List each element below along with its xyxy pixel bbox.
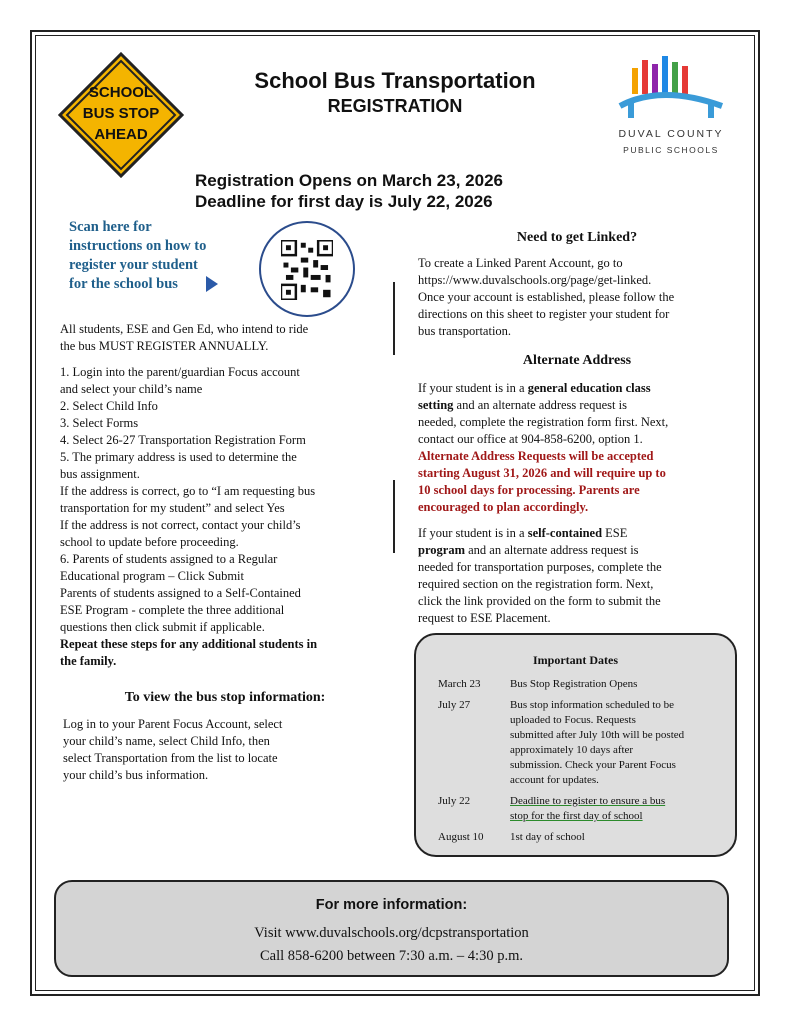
bus-stop-heading: To view the bus stop information: — [124, 690, 326, 705]
alternate-heading: Alternate Address — [522, 353, 632, 368]
registration-steps — [60, 321, 380, 670]
row-text — [510, 794, 735, 824]
alt-warning: starting August 31, 2026 and will require up to — [418, 466, 666, 480]
row-text — [510, 830, 735, 845]
step-line: and select your child’s name — [60, 382, 203, 396]
step-line: Educational program – Click Submit — [60, 569, 244, 583]
step-line: If the address is not correct, contact your child’s — [60, 518, 301, 532]
registration-opens: Registration Opens on March 23, 2026 — [195, 171, 503, 190]
row-text-line: account for updates. — [510, 774, 599, 786]
alt-text: and an alternate address request is — [465, 543, 639, 557]
arrow-right-icon — [206, 276, 218, 292]
sign-line-2: BUS STOP — [82, 105, 160, 122]
step-line: 5. The primary address is used to determine the — [60, 450, 297, 464]
scan-line: for the school bus — [69, 276, 178, 292]
important-dates-box — [414, 633, 737, 857]
logo-text-line-2: PUBLIC SCHOOLS — [623, 145, 719, 155]
alt-bold: self-contained — [527, 526, 603, 540]
row-text-line: Bus stop information scheduled to be — [510, 699, 675, 711]
column-divider — [393, 282, 395, 355]
step-line: 3. Select Forms — [60, 416, 139, 430]
row-date: August 10 — [438, 831, 484, 843]
step-line: school to update before proceeding. — [60, 535, 239, 549]
step-line: 1. Login into the parent/guardian Focus account — [60, 365, 300, 379]
scan-line: instructions on how to — [69, 238, 207, 254]
scan-line: register your student — [69, 257, 198, 273]
bus-stop-text — [63, 716, 363, 784]
more-info-phone: Call 858-6200 between 7:30 a.m. – 4:30 p.m. — [260, 948, 523, 964]
step-line: questions then click submit if applicable. — [60, 620, 265, 634]
school-bus-stop-sign-icon — [58, 52, 184, 178]
logo-text-line-1: DUVAL COUNTY — [618, 128, 724, 140]
alt-text: needed, complete the registration form first. Next, — [418, 415, 669, 429]
alt-bold: general education class — [527, 381, 651, 395]
linked-line: directions on this sheet to register your student for — [418, 307, 670, 321]
alt-bold: setting — [418, 398, 454, 412]
more-info-title: For more information: — [315, 897, 468, 913]
row-date: March 23 — [438, 678, 481, 690]
more-info-website[interactable]: Visit www.duvalschools.org/dcpstransportation — [254, 925, 529, 941]
bus-stop-line: your child’s name, select Child Info, then — [63, 734, 270, 748]
alt-text: If your student is in a — [418, 526, 528, 540]
step-line: ESE Program - complete the three additional — [60, 603, 285, 617]
alt-warning: 10 school days for processing. Parents are — [418, 483, 640, 497]
row-text-line: approximately 10 days after — [510, 744, 634, 756]
row-text-line: 1st day of school — [510, 831, 585, 843]
linked-heading: Need to get Linked? — [516, 230, 638, 245]
alternate-text — [418, 380, 740, 627]
intro-line: the bus MUST REGISTER ANNUALLY. — [60, 339, 269, 353]
linked-url[interactable]: https://www.duvalschools.org/page/get-linked. — [418, 273, 652, 287]
registration-deadline: Deadline for first day is July 22, 2026 — [195, 192, 493, 211]
alt-text: ESE — [602, 526, 628, 540]
step-line: 2. Select Child Info — [60, 399, 158, 413]
alt-text: needed for transportation purposes, complete the — [418, 560, 662, 574]
row-text-line: stop for the first day of school — [510, 810, 643, 822]
alt-text: and an alternate address request is — [453, 398, 627, 412]
alt-warning: encouraged to plan accordingly. — [418, 500, 589, 514]
page-subtitle: REGISTRATION — [327, 96, 463, 116]
repeat-note: the family. — [60, 654, 117, 668]
row-date: July 27 — [438, 699, 471, 711]
row-text-line: submitted after July 10th will be posted — [510, 729, 685, 741]
scan-line: Scan here for — [69, 219, 152, 235]
row-text — [510, 677, 735, 692]
important-dates-title: Important Dates — [533, 653, 618, 667]
intro-line: All students, ESE and Gen Ed, who intend to ride — [60, 322, 309, 336]
alt-warning: Alternate Address Requests will be accepted — [418, 449, 654, 463]
alt-text: required section on the registration form. Next, — [418, 577, 654, 591]
row-text-line: Deadline to register to ensure a bus — [510, 795, 666, 807]
qr-code-icon[interactable] — [281, 240, 333, 300]
alt-bold: program — [418, 543, 465, 557]
registration-dates — [195, 170, 595, 212]
row-date: July 22 — [438, 795, 471, 807]
step-line: If the address is correct, go to “I am requesting bus — [60, 484, 316, 498]
bus-stop-line: select Transportation from the list to locate — [63, 751, 278, 765]
more-info-box — [54, 880, 729, 977]
linked-text — [418, 255, 740, 340]
linked-line: To create a Linked Parent Account, go to — [418, 256, 623, 270]
step-line: Parents of students assigned to a Self-Contained — [60, 586, 301, 600]
row-text-line: uploaded to Focus. Requests — [510, 714, 636, 726]
row-text-line: Bus Stop Registration Opens — [510, 678, 638, 690]
linked-line: Once your account is established, please follow the — [418, 290, 675, 304]
step-line: 4. Select 26-27 Transportation Registration Form — [60, 433, 306, 447]
alt-text: If your student is in a — [418, 381, 528, 395]
column-divider — [393, 480, 395, 553]
alt-text: contact our office at 904-858-6200, option 1. — [418, 432, 643, 446]
linked-line: bus transportation. — [418, 324, 512, 338]
sign-line-1: SCHOOL — [88, 84, 154, 101]
row-text-line: submission. Check your Parent Focus — [510, 759, 676, 771]
alt-text: request to ESE Placement. — [418, 611, 551, 625]
step-line: transportation for my student” and select Yes — [60, 501, 285, 515]
bus-stop-line: your child’s bus information. — [63, 768, 209, 782]
repeat-note: Repeat these steps for any additional students in — [60, 637, 318, 651]
row-text — [510, 698, 735, 788]
step-line: bus assignment. — [60, 467, 140, 481]
alt-text: click the link provided on the form to submit the — [418, 594, 661, 608]
sign-line-3: AHEAD — [94, 126, 148, 143]
bus-stop-line: Log in to your Parent Focus Account, select — [63, 717, 283, 731]
step-line: 6. Parents of students assigned to a Regular — [60, 552, 278, 566]
page-title: School Bus Transportation — [254, 68, 536, 93]
